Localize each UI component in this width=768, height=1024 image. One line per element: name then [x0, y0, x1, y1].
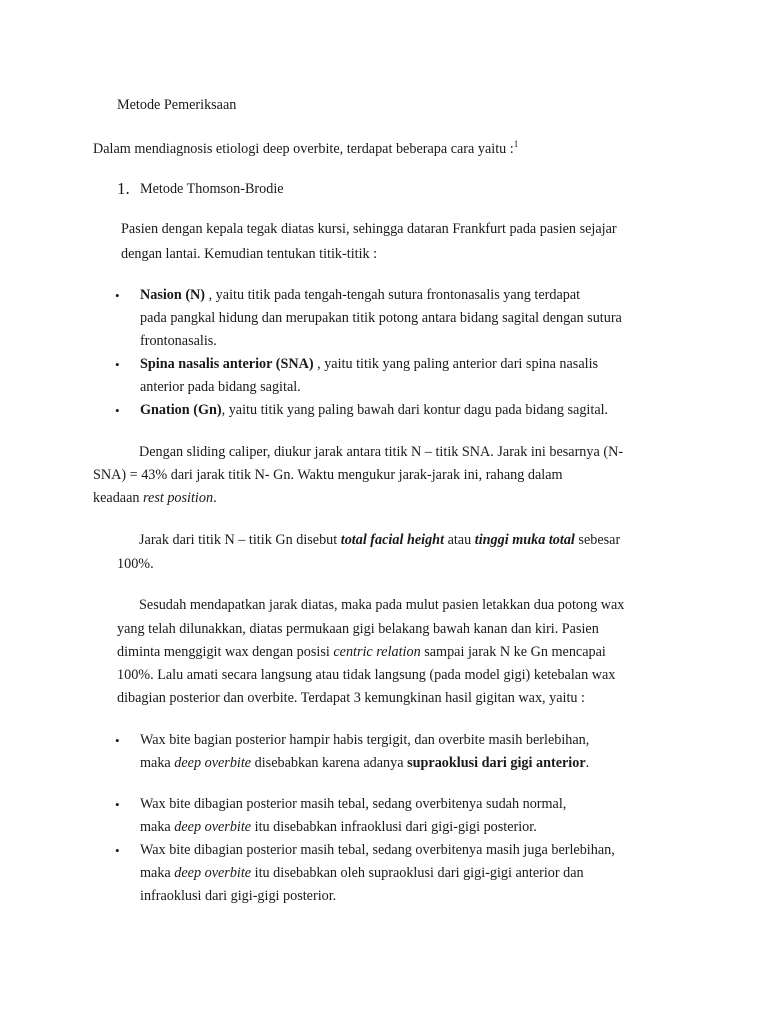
bullet-icon: • [115, 357, 120, 372]
text-run: maka [140, 819, 175, 835]
point-term: Gnation (Gn) [140, 402, 222, 418]
para3-line2: 100%. [117, 556, 154, 572]
text-run: sebesar [574, 532, 621, 548]
bullet-icon: • [115, 288, 120, 303]
point-gnation [140, 403, 608, 417]
emphasis-text: tinggi muka total [474, 532, 575, 548]
text-run: maka [140, 755, 175, 771]
emphasis-text: deep overbite [174, 819, 252, 835]
point-sna-line2: anterior pada bidang sagital. [140, 379, 301, 395]
bullet-icon: • [115, 403, 120, 418]
point-sna [140, 357, 598, 371]
text-run: itu disebabkan infraoklusi dari gigi-gigi posterior. [251, 819, 537, 835]
point-text: , yaitu titik pada tengah-tengah sutura frontonasalis yang terdapat [205, 287, 581, 303]
text-run: . [213, 490, 217, 506]
para4-line1: Sesudah mendapatkan jarak diatas, maka pada mulut pasien letakkan dua potong wax [139, 597, 625, 613]
point-nasion-line2: pada pangkal hidung dan merupakan titik potong antara bidang sagital dengan sutura [140, 310, 622, 326]
point-text: , yaitu titik yang paling bawah dari kontur dagu pada bidang sagital. [221, 402, 609, 418]
text-run: keadaan [93, 490, 144, 506]
outcome-3-line3: infraoklusi dari gigi-gigi posterior. [140, 888, 337, 904]
emphasis-text: deep overbite [174, 755, 252, 771]
para4-line4: 100%. Lalu amati secara langsung atau tidak langsung (pada model gigi) ketebalan wax [117, 667, 616, 683]
text-run: atau [444, 532, 475, 548]
para1-line2: dengan lantai. Kemudian tentukan titik-titik : [121, 246, 378, 262]
outcome-1-line2 [140, 756, 589, 770]
emphasis-text: centric relation [333, 644, 421, 660]
text-run: disebabkan karena adanya [251, 755, 408, 771]
point-term: Spina nasalis anterior (SNA) [140, 356, 314, 372]
emphasis-text: deep overbite [174, 865, 252, 881]
para2-line3 [93, 491, 217, 505]
text-run: maka [140, 865, 175, 881]
point-text: , yaitu titik yang paling anterior dari spina nasalis [313, 356, 599, 372]
para4-line3 [117, 645, 606, 659]
text-run: . [585, 755, 590, 771]
bullet-icon: • [115, 797, 120, 812]
section-heading: Metode Pemeriksaan [117, 97, 237, 113]
para2-line1: Dengan sliding caliper, diukur jarak antara titik N – titik SNA. Jarak ini besarnya (N- [139, 444, 624, 460]
para3-line1 [139, 533, 620, 547]
outcome-2-line2 [140, 820, 537, 834]
outcome-1-line1: Wax bite bagian posterior hampir habis tergigit, dan overbite masih berlebihan, [140, 732, 590, 748]
outcome-3-line1: Wax bite dibagian posterior masih tebal, sedang overbitenya masih juga berlebihan, [140, 842, 615, 858]
text-run: itu disebabkan oleh supraoklusi dari gigi-gigi anterior dan [251, 865, 584, 881]
section-title: Metode Thomson-Brodie [140, 181, 284, 197]
section-number: 1. [117, 179, 130, 198]
point-term: Nasion (N) [140, 287, 206, 303]
footnote-marker: 1 [513, 139, 519, 149]
emphasis-text: rest position [143, 490, 214, 506]
para2-line2: SNA) = 43% dari jarak titik N- Gn. Waktu mengukur jarak-jarak ini, rahang dalam [93, 467, 563, 483]
para1-line1: Pasien dengan kepala tegak diatas kursi, sehingga dataran Frankfurt pada pasien sejajar [121, 221, 617, 237]
para4-line2: yang telah dilunakkan, diatas permukaan gigi belakang bawah kanan dan kiri. Pasien [117, 621, 599, 637]
bullet-icon: • [115, 733, 120, 748]
outcome-3-line2 [140, 866, 584, 880]
text-run: Jarak dari titik N – titik Gn disebut [139, 532, 341, 548]
intro-paragraph [93, 139, 519, 157]
emphasis-text: total facial height [340, 532, 445, 548]
para4-line5: dibagian posterior dan overbite. Terdapat 3 kemungkinan hasil gigitan wax, yaitu : [117, 690, 585, 706]
point-nasion [140, 288, 580, 302]
intro-text: Dalam mendiagnosis etiologi deep overbite, terdapat beberapa cara yaitu : [93, 141, 514, 157]
outcome-2-line1: Wax bite dibagian posterior masih tebal, sedang overbitenya sudah normal, [140, 796, 567, 812]
text-run: diminta menggigit wax dengan posisi [117, 644, 334, 660]
bullet-icon: • [115, 843, 120, 858]
point-nasion-line3: frontonasalis. [140, 333, 217, 349]
bold-text: supraoklusi dari gigi anterior [407, 755, 586, 771]
text-run: sampai jarak N ke Gn mencapai [420, 644, 606, 660]
